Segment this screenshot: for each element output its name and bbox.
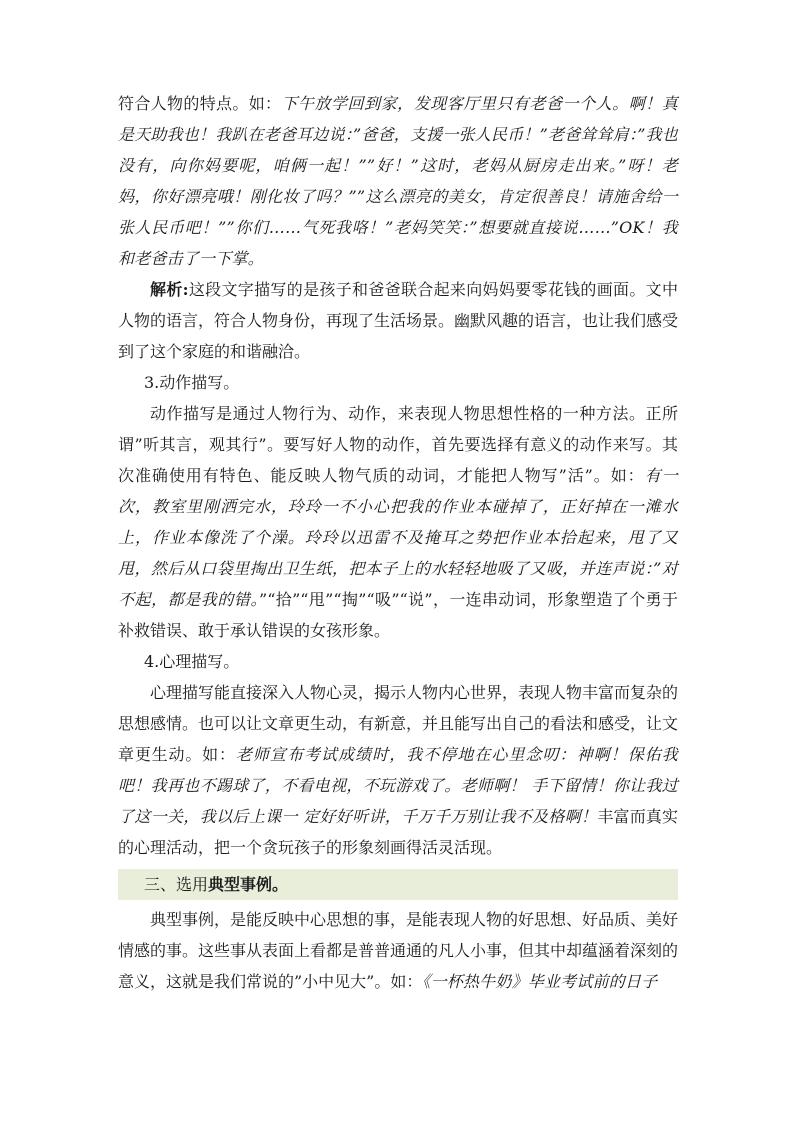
paragraph-text: 心理描写能直接深入人物心灵，揭示人物内心世界，表现人物丰富而复杂的思想感情。也可以让文章更生动，有新意，并且能写出自己的看法和感受，让文章更生动。如： xyxy=(118,683,679,764)
paragraph-text: 丰富而真实的心理活动，把一个贪玩孩子的形象刻画得活灵活现。 xyxy=(118,807,678,857)
paragraph-action-description xyxy=(118,398,678,646)
document-page xyxy=(118,88,678,997)
paragraph-text: 动作描写是通过人物行为、动作，来表现人物思想性格的一种方法。正所谓”听其言，观其行”。要写好人物的动作，首先要选择有意义的动作来写。其次准确使用有特色、能反映人物气质的动词，才能把人物写”活”。如： xyxy=(118,404,678,485)
example-text: 《一杯热牛奶》毕业考试前的日子 xyxy=(422,972,658,991)
paragraph-typical-examples xyxy=(118,904,678,997)
example-text: 老师宣布考试成绩时，我不停地在心里念叨：神啊！保佑我吧！我再也不踢球了，不看电视，不玩游戏了。老师啊！ 手下留情！你让我过了这一关，我以后上课一 定好好听讲，千万千万别让我不及格啊！ xyxy=(118,745,678,826)
subheading-action-description: 3.动作描写。 xyxy=(144,373,240,392)
paragraph-example-dialogue xyxy=(118,88,678,274)
section-heading-bold: 典型事例。 xyxy=(208,875,289,894)
paragraph-text: 典型事例，是能反映中心思想的事，是能表现人物的好思想、好品质、美好情感的事。这些事从表面上看都是普普通通的凡人小事，但其中却蕴涵着深刻的意义，这就是我们常说的”小中见大”。如： xyxy=(118,910,679,991)
paragraph-text: ”“拾”“甩”“掏”“吸”“说”，一连串动词，形象塑造了个勇于补救错误、敢于承认错误的女孩形象。 xyxy=(118,590,678,640)
paragraph-text: 符合人物的特点。如： xyxy=(118,94,282,113)
analysis-label: 解析: xyxy=(150,280,189,299)
section-heading-prefix: 三、选用 xyxy=(144,875,209,894)
example-text: 下午放学回到家，发现客厅里只有老爸一个人。啊！真是天助我也！我趴在老爸耳边说：”爸爸，支援一张人民币！”老爸耸耸肩：”我也没有，向你妈要呢，咱俩一起！””好！”这时，老妈从厨房走出来。”呀！老妈，你好漂亮哦！刚化妆了吗？””这么漂亮的美女，肯定很善良！请施舍给一张人民币吧！””你们……气死我咯！”老妈笑笑：”想要就直接说……”OK！我和老爸击了一下掌。 xyxy=(118,94,678,268)
paragraph-text: 这段文字描写的是孩子和爸爸联合起来向妈妈要零花钱的画面。文中人物的语言，符合人物身份，再现了生活场景。幽默风趣的语言，也让我们感受到了这个家庭的和谐融洽。 xyxy=(118,280,679,361)
section-heading-typical-examples xyxy=(118,869,678,900)
subheading-psychological-description: 4.心理描写。 xyxy=(144,652,240,671)
paragraph-analysis xyxy=(118,274,678,367)
paragraph-psychological-description xyxy=(118,677,678,863)
example-text: 有一次，教室里刚洒完水，玲玲一不小心把我的作业本碰掉了，正好掉在一滩水上，作业本像洗了个澡。玲玲以迅雷不及掩耳之势把作业本拾起来，甩了又甩，然后从口袋里掏出卫生纸，把本子上的水轻轻地吸了又吸，并连声说：”对不起，都是我的错。 xyxy=(118,466,678,609)
